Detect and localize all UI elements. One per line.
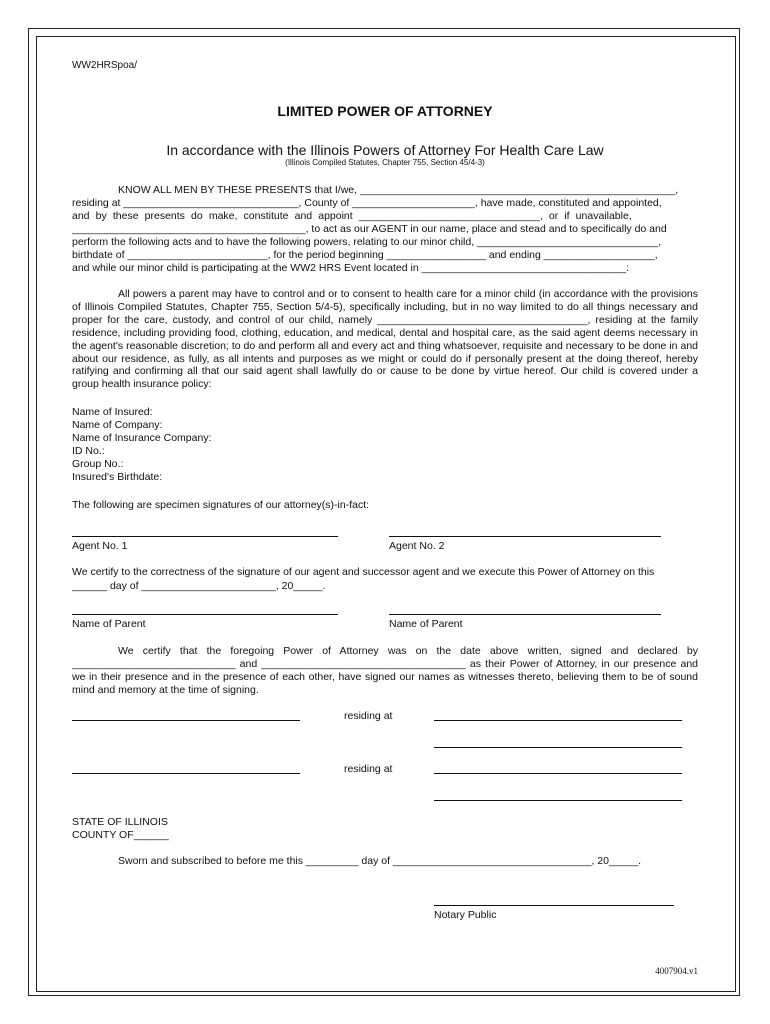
- company-name-field: Name of Company:: [72, 419, 163, 431]
- notary-signature-line: [434, 905, 674, 906]
- sworn-statement: Sworn and subscribed to before me this _________ day of __________________________________, 20_____.: [118, 855, 642, 867]
- parent2-signature-line: [389, 614, 661, 615]
- form-code: WW2HRSpoa/: [72, 60, 138, 71]
- witness-paragraph: We certify that the foregoing Power of Attorney was on the date above written, signed and declared by ____________________________ and ___________________________________ as their Power of Attorney, in our presence and we in their presence and in the presence of each other, have signed our names as witnesses thereto, believing them to be of sound mind and memory at the time of signing.: [72, 645, 698, 696]
- certify-line: We certify to the correctness of the signature of our agent and successor agent and we execute this Power of Attorney on this: [72, 566, 655, 578]
- document-subnote: (Illinois Compiled Statutes, Chapter 755, Section 45/4-3): [285, 158, 485, 167]
- para1-line: KNOW ALL MEN BY THESE PRESENTS that I/we, ______________________________________________________,: [118, 184, 679, 196]
- para1-line: and by these presents do make, constitute and appoint _______________________________, or if unavailable,: [72, 210, 632, 222]
- parent1-signature-line: [72, 614, 338, 615]
- witness2-address-line: [434, 773, 682, 774]
- certify-date-line: ______ day of _______________________, 20_____.: [72, 580, 326, 592]
- witness1-signature-line: [72, 720, 300, 721]
- agent1-signature-line: [72, 536, 338, 537]
- witness1-address-line-2: [434, 747, 682, 748]
- document-number: 4007904.v1: [655, 966, 698, 976]
- agent2-label: Agent No. 2: [389, 540, 445, 552]
- agent1-label: Agent No. 1: [72, 540, 128, 552]
- para1-line: residing at ______________________________, County of _____________________, have made, constituted and appointed,: [72, 197, 662, 209]
- parent2-label: Name of Parent: [389, 618, 463, 630]
- document-title: LIMITED POWER OF ATTORNEY: [277, 103, 493, 119]
- group-number-field: Group No.:: [72, 458, 124, 470]
- residing-at-label: residing at: [344, 763, 393, 775]
- insurance-company-field: Name of Insurance Company:: [72, 432, 212, 444]
- witness2-address-line-2: [434, 800, 682, 801]
- residing-at-label: residing at: [344, 710, 393, 722]
- state-label: STATE OF ILLINOIS: [72, 816, 168, 828]
- witness1-address-line: [434, 720, 682, 721]
- para1-line: perform the following acts and to have the following powers, relating to our minor child, _______________________________,: [72, 236, 661, 248]
- inner-border: [36, 36, 736, 992]
- insured-name-field: Name of Insured:: [72, 406, 153, 418]
- document-subtitle: In accordance with the Illinois Powers of Attorney For Health Care Law: [166, 142, 604, 158]
- id-number-field: ID No.:: [72, 445, 105, 457]
- county-label: COUNTY OF______: [72, 829, 169, 841]
- powers-paragraph: All powers a parent may have to control and or to consent to health care for a minor child (in accordance with the provisions of Illinois Compiled Statutes, Chapter 755, Section 5/4-5), specifically including, but in no way limited to do all things necessary and proper for the care, custody, and control of our child, namely ____________________________________, residing at the family residence, including providing food, clothing, education, and medical, dental and hospital care, as the said agent deems necessary in the agent's reasonable discretion; to do and perform all and every act and thing whatsoever, requisite and necessary to be done in and about our residence, as fully, as all intents and purposes as we might or could do if personally present at the doing thereof, hereby ratifying and confirming all that our said agent shall lawfully do or cause to be done by virtue hereof. Our child is covered under a group health insurance policy:: [72, 288, 698, 391]
- notary-label: Notary Public: [434, 909, 497, 921]
- specimen-intro: The following are specimen signatures of our attorney(s)-in-fact:: [72, 499, 370, 511]
- para1-line: birthdate of ________________________, for the period beginning _________________ and ending ___________________,: [72, 249, 658, 261]
- witness2-signature-line: [72, 773, 300, 774]
- para1-line: ________________________________________, to act as our AGENT in our name, place and stead and to specifically do and: [72, 223, 667, 235]
- para1-line: and while our minor child is participating at the WW2 HRS Event located in ___________________________________:: [72, 262, 629, 274]
- insured-birthdate-field: Insured's Birthdate:: [72, 471, 163, 483]
- agent2-signature-line: [389, 536, 661, 537]
- parent1-label: Name of Parent: [72, 618, 146, 630]
